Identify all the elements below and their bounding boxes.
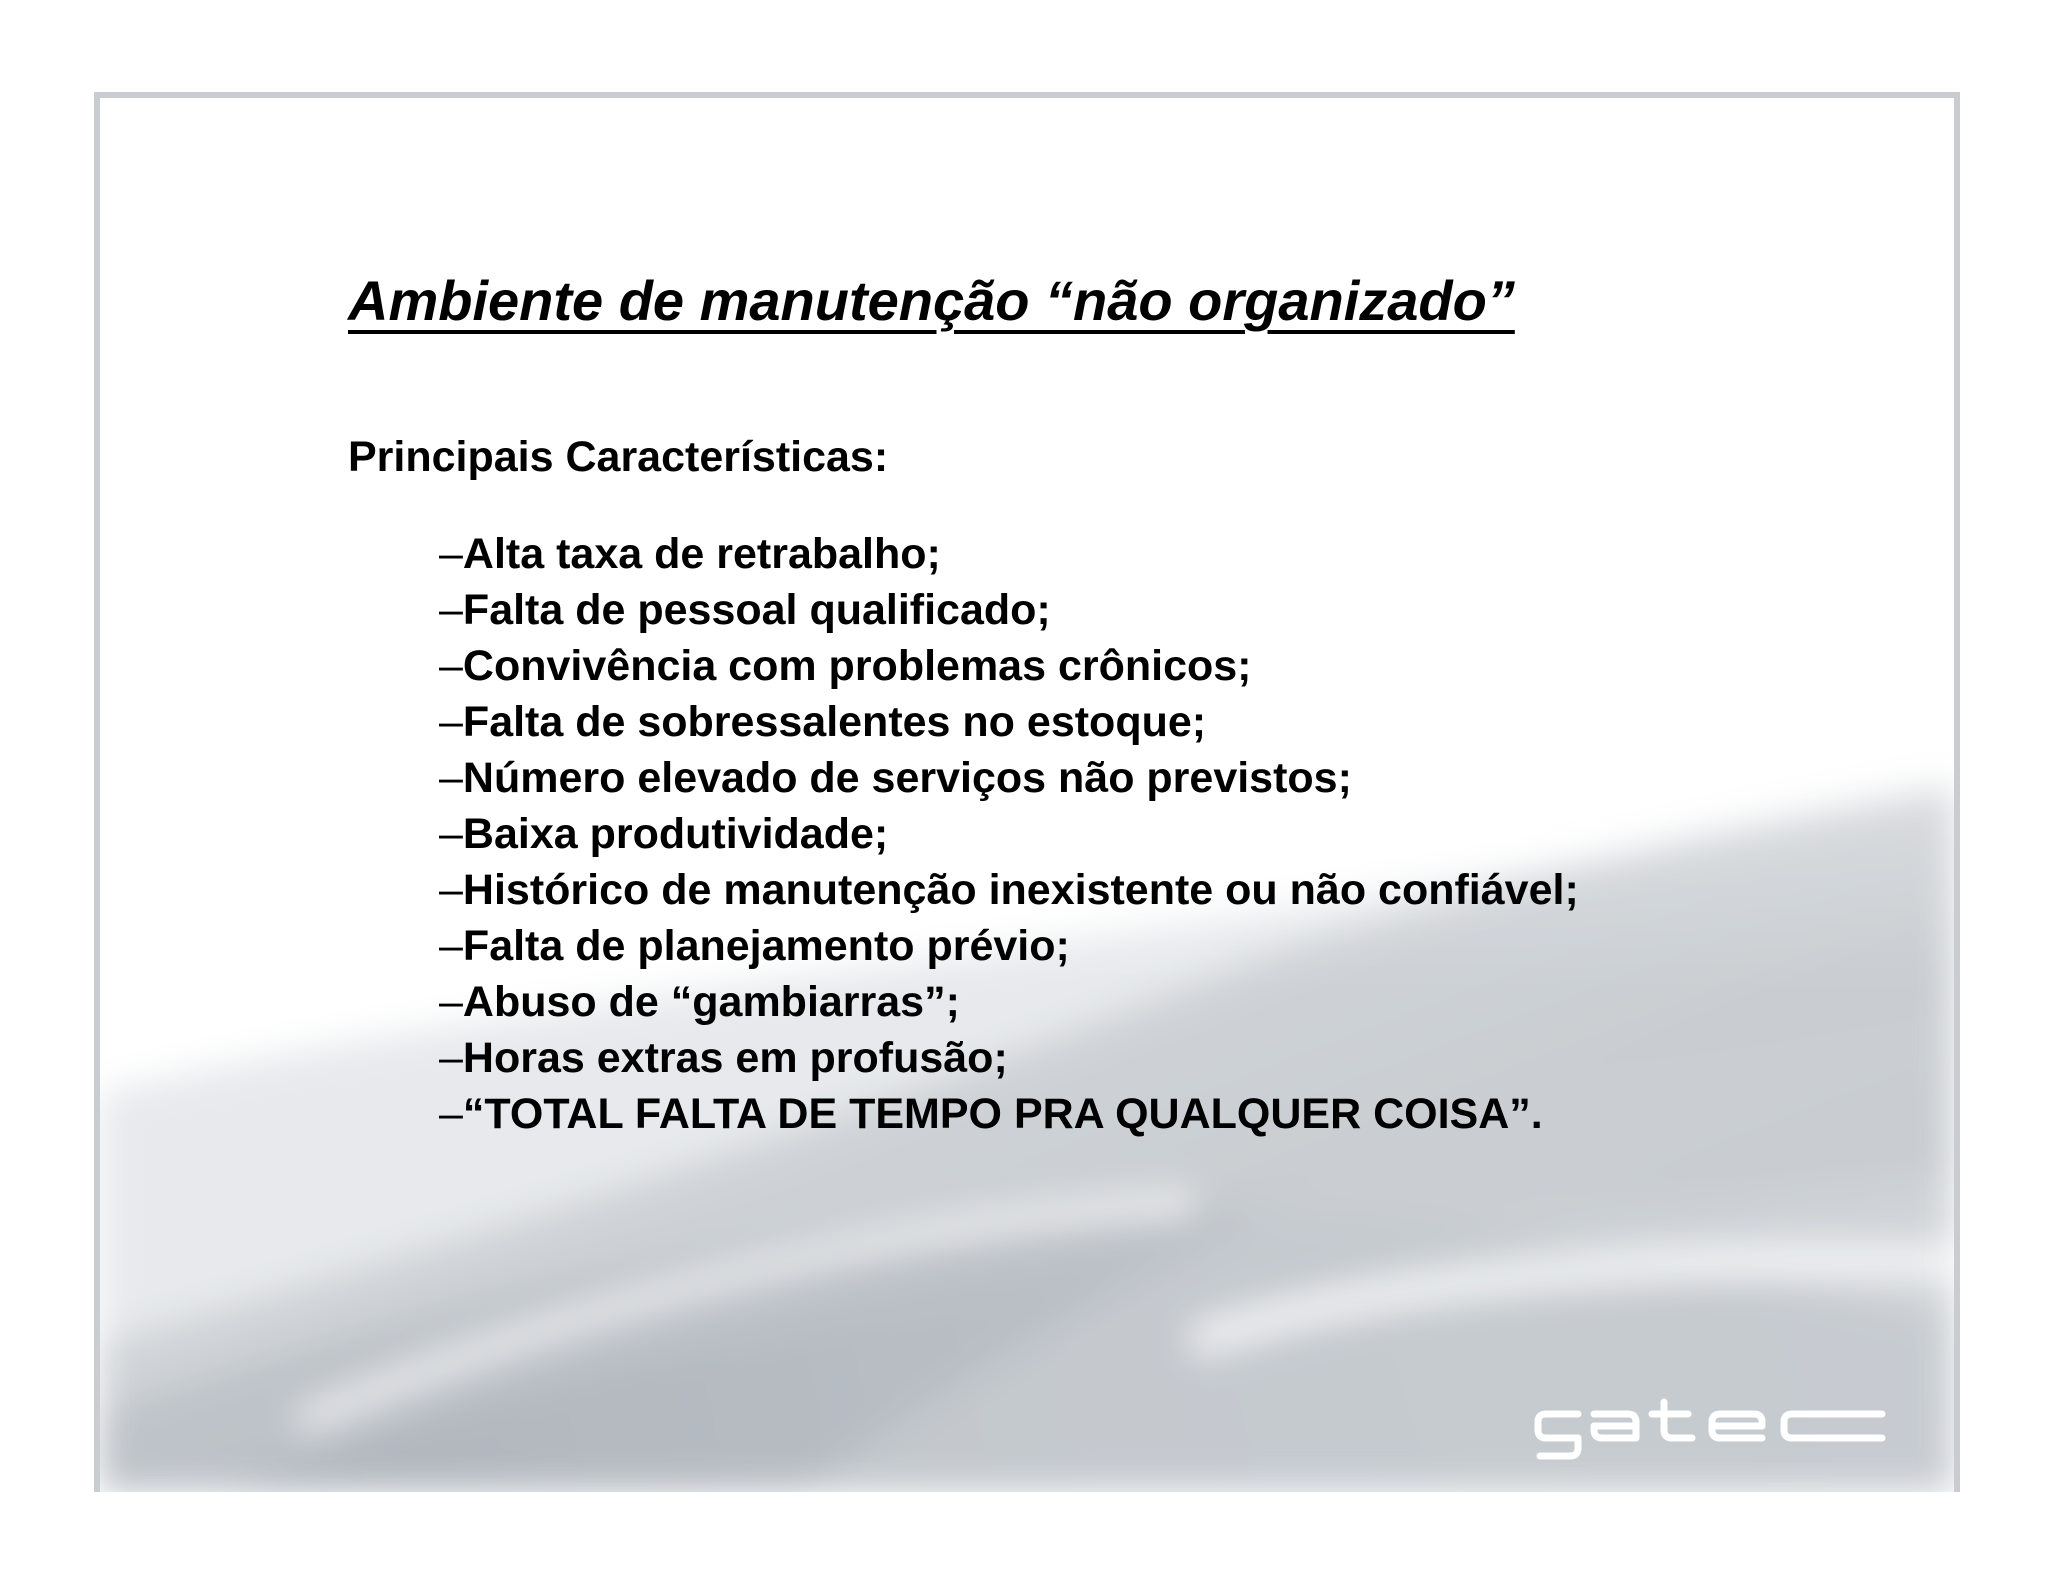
bullet-dash: – <box>439 586 463 634</box>
list-item-text: Falta de planejamento prévio; <box>462 922 1070 970</box>
bullet-dash: – <box>439 530 463 578</box>
list-item-text: Falta de pessoal qualificado; <box>462 586 1051 634</box>
list-item <box>439 1030 1579 1086</box>
bullet-dash: – <box>439 642 463 690</box>
bullet-dash: – <box>439 698 463 746</box>
bullet-dash: – <box>439 1090 463 1138</box>
bullet-dash: – <box>439 866 463 914</box>
list-item <box>439 974 1579 1030</box>
section-subtitle: Principais Características: <box>348 433 889 481</box>
list-item-text: Abuso de “gambiarras”; <box>462 978 960 1026</box>
list-item <box>439 1086 1579 1142</box>
list-item-text: Convivência com problemas crônicos; <box>462 642 1252 690</box>
list-item <box>439 582 1579 638</box>
list-item <box>439 694 1579 750</box>
list-item-text: Alta taxa de retrabalho; <box>462 530 941 578</box>
list-item-text: Falta de sobressalentes no estoque; <box>462 698 1207 746</box>
bullet-dash: – <box>439 978 463 1026</box>
list-item <box>439 918 1579 974</box>
list-item-text: Histórico de manutenção inexistente ou não confiável; <box>462 866 1579 914</box>
list-item <box>439 806 1579 862</box>
gatec-logo <box>1532 1396 1892 1466</box>
list-item-text: Baixa produtividade; <box>462 810 889 858</box>
list-item <box>439 750 1579 806</box>
slide <box>94 92 1960 1492</box>
bullet-dash: – <box>439 754 463 802</box>
bullet-dash: – <box>439 1034 463 1082</box>
list-item <box>439 862 1579 918</box>
bullet-dash: – <box>439 810 463 858</box>
list-item-text: “TOTAL FALTA DE TEMPO PRA QUALQUER COISA”. <box>462 1090 1543 1138</box>
list-item <box>439 638 1579 694</box>
bullet-list <box>439 526 1579 1142</box>
list-item <box>439 526 1579 582</box>
slide-title: Ambiente de manutenção “não organizado” <box>348 269 1515 332</box>
list-item-text: Número elevado de serviços não previstos; <box>462 754 1352 802</box>
list-item-text: Horas extras em profusão; <box>462 1034 1008 1082</box>
bullet-dash: – <box>439 922 463 970</box>
